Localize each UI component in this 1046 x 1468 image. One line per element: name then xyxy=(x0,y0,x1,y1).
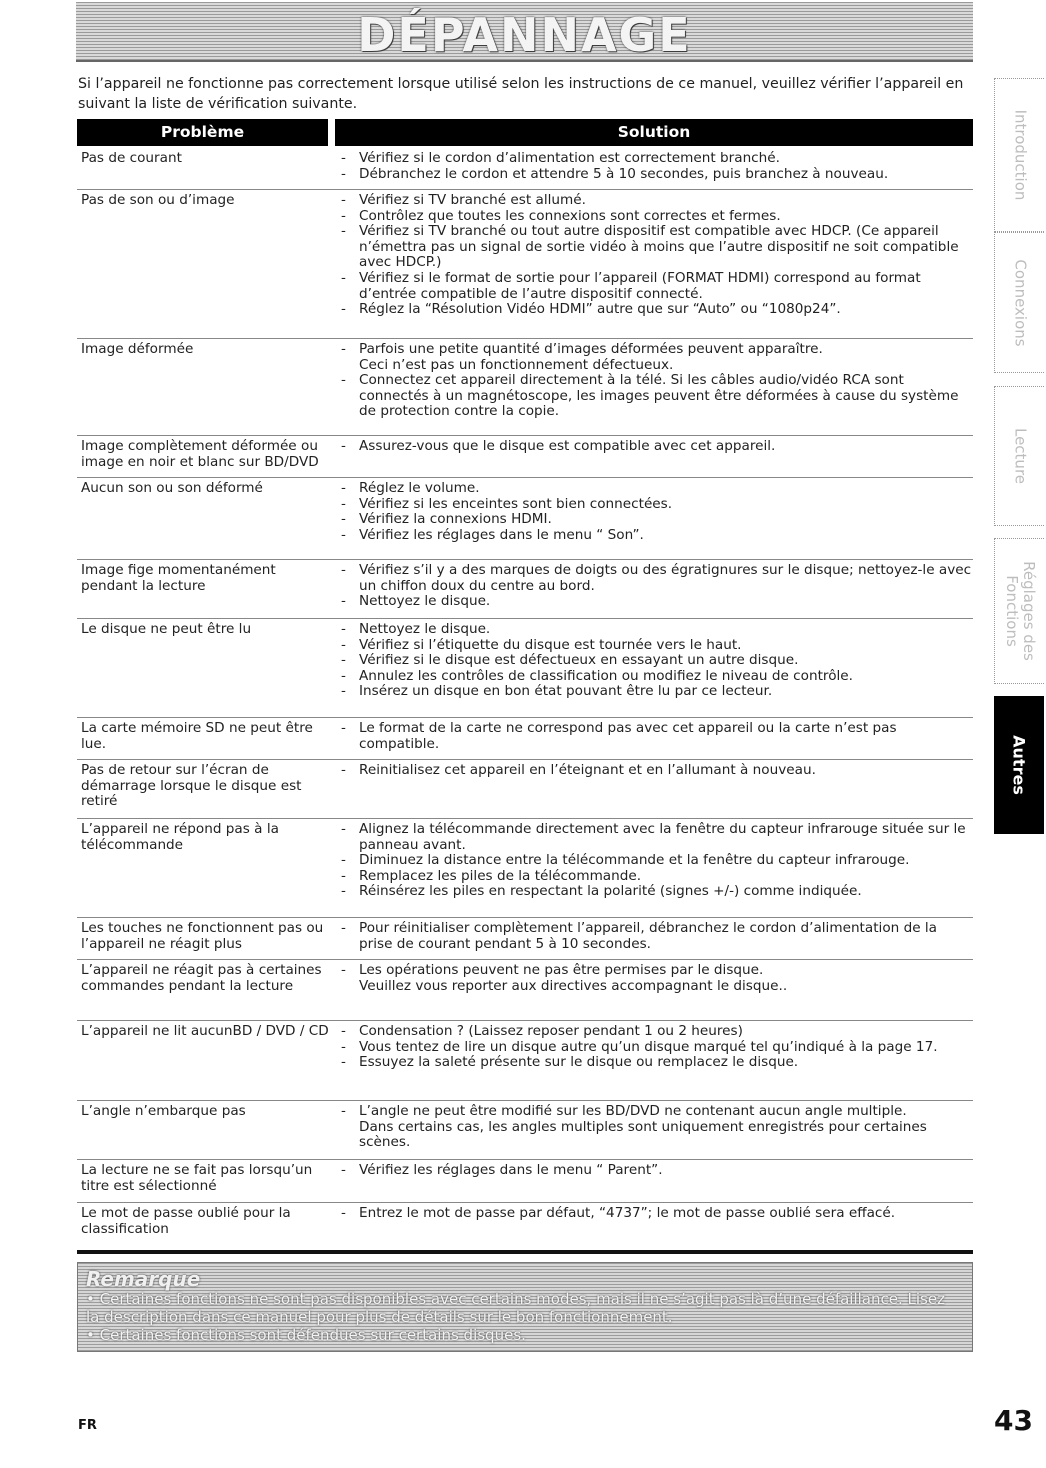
table-row xyxy=(77,619,973,718)
problem-cell: Aucun son ou son déformé xyxy=(81,480,263,496)
solution-item: - Vérifiez la connexions HDMI. xyxy=(335,512,973,528)
footer-language: FR xyxy=(78,1418,97,1433)
table-row xyxy=(77,960,973,1021)
table-bottom-rule xyxy=(77,1250,973,1254)
solution-item: - Connectez cet appareil directement à la télé. Si les câbles audio/vidéo RCA sont connectés à un magnétoscope, les images peuvent être déformées à cause du système de protection contre la copie. xyxy=(335,373,973,420)
side-tab-reglages[interactable] xyxy=(994,538,1044,684)
table-row xyxy=(77,1101,973,1160)
page-title: DÉPANNAGE xyxy=(357,8,692,62)
side-tab-label: Connexions xyxy=(1011,258,1029,347)
problem-cell: La carte mémoire SD ne peut être lue. xyxy=(81,720,313,752)
solution-item: - Condensation ? (Laissez reposer pendant 1 ou 2 heures) xyxy=(335,1024,973,1040)
problem-cell: Les touches ne fonctionnent pas ou l’appareil ne réagit plus xyxy=(81,920,324,952)
solution-item: - Reinitialisez cet appareil en l’éteignant et en l’allumant à nouveau. xyxy=(335,763,973,779)
problem-cell: L’angle n’embarque pas xyxy=(81,1103,246,1119)
solution-list xyxy=(335,718,973,759)
solution-list xyxy=(335,819,973,917)
table-row xyxy=(77,1203,973,1243)
table-row xyxy=(77,148,973,190)
table-row xyxy=(77,339,973,436)
solution-list xyxy=(335,1160,973,1202)
solution-item: - Remplacez les piles de la télécommande. xyxy=(335,869,973,885)
solution-item: - Essuyez la saleté présente sur le disque ou remplacez le disque. xyxy=(335,1055,973,1071)
solution-list xyxy=(335,1101,973,1159)
solution-list xyxy=(335,760,973,818)
title-banner xyxy=(76,2,973,62)
solution-item: - Assurez-vous que le disque est compatible avec cet appareil. xyxy=(335,439,973,455)
solution-list xyxy=(335,436,973,477)
solution-item: - Vérifiez les réglages dans le menu “ Son”. xyxy=(335,528,973,544)
table-row xyxy=(77,918,973,960)
page-number: 43 xyxy=(994,1404,1033,1437)
solution-item: - Vérifiez si le format de sortie pour l’appareil (FORMAT HDMI) correspond au format d’entrée compatible de l’autre dispositif connecté. xyxy=(335,271,973,302)
side-tab-autres[interactable] xyxy=(994,696,1044,834)
solution-item: - Vérifiez les réglages dans le menu “ Parent”. xyxy=(335,1163,973,1179)
side-tab-introduction[interactable] xyxy=(994,78,1044,232)
solution-item: - Vérifiez si le cordon d’alimentation est correctement branché. xyxy=(335,151,973,167)
solution-item: - Vérifiez si TV branché ou tout autre dispositif est compatible avec HDCP. (Ce appareil n’émettra pas un signal de sortie vidéo à moins que l’autre dispositif ne soit compatible avec HDCP.) xyxy=(335,224,973,271)
problem-cell: L’appareil ne répond pas à la télécommande xyxy=(81,821,279,853)
solution-item: - Nettoyez le disque. xyxy=(335,622,973,638)
intro-text: Si l’appareil ne fonctionne pas correctement lorsque utilisé selon les instructions de ce manuel, veuillez vérifier l’appareil en suivant la liste de vérification suivante. xyxy=(78,76,964,112)
solution-item: - Vérifiez si le disque est défectueux en essayant un autre disque. xyxy=(335,653,973,669)
solution-item: - Parfois une petite quantité d’images déformées peuvent apparaître. xyxy=(335,342,973,358)
solution-item: - Vérifiez si les enceintes sont bien connectées. xyxy=(335,497,973,513)
solution-list xyxy=(335,148,973,189)
solution-list xyxy=(335,918,973,959)
problem-cell: Image complètement déformée ou image en noir et blanc sur BD/DVD xyxy=(81,438,319,470)
side-tab-label: Introduction xyxy=(1011,109,1029,201)
problem-cell: Image fige momentanément pendant la lecture xyxy=(81,562,276,594)
remarque-title: Remarque xyxy=(86,1267,201,1291)
solution-item: - Vous tentez de lire un disque autre qu’un disque marqué tel qu’indiqué à la page 17. xyxy=(335,1040,973,1056)
troubleshooting-table xyxy=(77,148,973,1243)
solution-list xyxy=(335,190,973,338)
problem-cell: L’appareil ne lit aucunBD / DVD / CD xyxy=(81,1023,329,1039)
problem-cell: Pas de retour sur l’écran de démarrage lorsque le disque est retiré xyxy=(81,762,302,810)
solution-item: - Les opérations peuvent ne pas être permises par le disque. xyxy=(335,963,973,979)
solution-list xyxy=(335,478,973,559)
solution-item: - Réinsérez les piles en respectant la polarité (signes +/-) comme indiquée. xyxy=(335,884,973,900)
solution-list xyxy=(335,960,973,1020)
remarque-item: • Certaines fonctions sont défendues sur certains disques. xyxy=(86,1326,526,1344)
problem-cell: Le mot de passe oublié pour la classification xyxy=(81,1205,291,1237)
remarque-item: • Certaines fonctions ne sont pas disponibles avec certains modes, mais il ne s’agit pas là d’une défaillance. Lisez la description dans ce manuel pour plus de détails sur le bon fonctionnement. xyxy=(86,1290,945,1326)
remarque-box xyxy=(77,1262,973,1352)
solution-item: - Contrôlez que toutes les connexions sont correctes et fermes. xyxy=(335,209,973,225)
solution-list xyxy=(335,1203,973,1243)
column-header-solution: Solution xyxy=(335,119,973,146)
side-tab-label: Réglages des Fonctions xyxy=(1002,561,1038,661)
solution-item: - Débranchez le cordon et attendre 5 à 10 secondes, puis branchez à nouveau. xyxy=(335,167,973,183)
side-tab-connexions[interactable] xyxy=(994,232,1044,373)
solution-item: Dans certains cas, les angles multiples sont uniquement enregistrés pour certaines scènes. xyxy=(359,1118,927,1151)
solution-list xyxy=(335,560,973,618)
table-row xyxy=(77,478,973,560)
solution-item: - Entrez le mot de passe par défaut, “4737”; le mot de passe oublié sera effacé. xyxy=(335,1206,973,1222)
solution-item: - Diminuez la distance entre la télécommande et la fenêtre du capteur infrarouge. xyxy=(335,853,973,869)
solution-item: - Vérifiez si l’étiquette du disque est tournée vers le haut. xyxy=(335,638,973,654)
solution-item: - Insérez un disque en bon état pouvant être lu par ce lecteur. xyxy=(335,684,973,700)
problem-cell: Pas de son ou d’image xyxy=(81,192,235,208)
side-tab-label: Autres xyxy=(1009,735,1029,795)
problem-cell: Pas de courant xyxy=(81,150,182,166)
table-row xyxy=(77,560,973,619)
solution-item: - Le format de la carte ne correspond pas avec cet appareil ou la carte n’est pas compatible. xyxy=(335,721,973,752)
problem-cell: La lecture ne se fait pas lorsqu’un titre est sélectionné xyxy=(81,1162,313,1194)
solution-item: - Nettoyez le disque. xyxy=(335,594,973,610)
problem-cell: Le disque ne peut être lu xyxy=(81,621,252,637)
column-header-problem: Problème xyxy=(77,119,328,146)
solution-item: - Alignez la télécommande directement avec la fenêtre du capteur infrarouge située sur le panneau avant. xyxy=(335,822,973,853)
table-row xyxy=(77,819,973,918)
solution-item: Ceci n’est pas un fonctionnement défectueux. xyxy=(359,356,674,373)
solution-list xyxy=(335,339,973,435)
remarque-text xyxy=(86,1290,961,1344)
side-tab-label: Lecture xyxy=(1011,427,1029,485)
table-row xyxy=(77,760,973,819)
solution-list xyxy=(335,619,973,717)
table-row xyxy=(77,1160,973,1203)
solution-item: - Réglez la “Résolution Vidéo HDMI” autre que sur “Auto” ou “1080p24”. xyxy=(335,302,973,318)
problem-cell: Image déformée xyxy=(81,341,194,357)
table-row xyxy=(77,436,973,478)
solution-list xyxy=(335,1021,973,1100)
solution-item: Veuillez vous reporter aux directives accompagnant le disque.. xyxy=(359,977,788,994)
solution-item: - Vérifiez si TV branché est allumé. xyxy=(335,193,973,209)
table-row xyxy=(77,1021,973,1101)
table-row xyxy=(77,718,973,760)
solution-item: - Pour réinitialiser complètement l’appareil, débranchez le cordon d’alimentation de la prise de courant pendant 5 à 10 secondes. xyxy=(335,921,973,952)
solution-item: - Réglez le volume. xyxy=(335,481,973,497)
solution-item: - Vérifiez s’il y a des marques de doigts ou des égratignures sur le disque; nettoyez-le avec un chiffon doux du centre au bord. xyxy=(335,563,973,594)
problem-cell: L’appareil ne réagit pas à certaines commandes pendant la lecture xyxy=(81,962,322,994)
table-row xyxy=(77,190,973,339)
solution-item: - Annulez les contrôles de classification ou modifiez le niveau de contrôle. xyxy=(335,669,973,685)
solution-item: - L’angle ne peut être modifié sur les BD/DVD ne contenant aucun angle multiple. xyxy=(335,1104,973,1120)
side-tab-lecture[interactable] xyxy=(994,386,1044,526)
